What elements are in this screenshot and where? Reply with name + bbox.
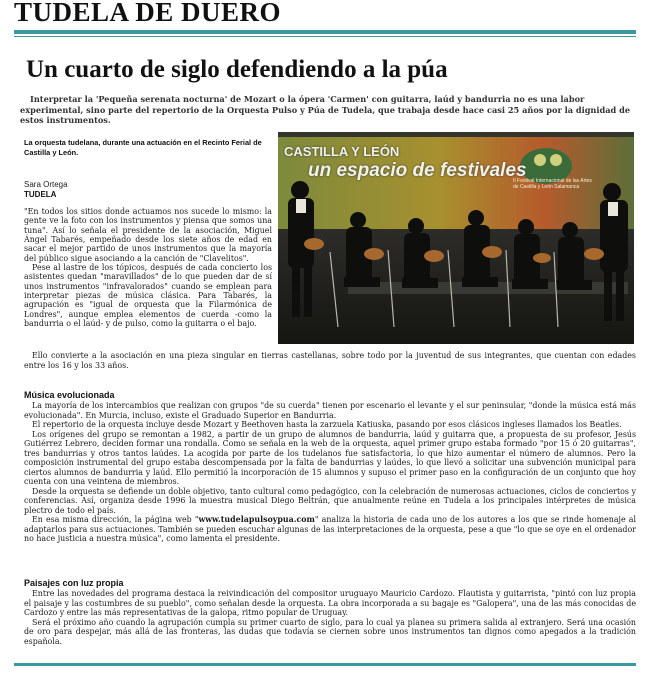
article-section-music — [24, 390, 636, 544]
top-rule-thin — [14, 36, 636, 37]
paragraph: Entre las novedades del programa destaca la reivindicación del compositor uruguayo Mauricio Cardozo. Flautista y guitarrista, "pintó con luz propia el paisaje y las costumbres de su pueblo", como señalan desde la orquesta. La obra incorporada a su bagaje es "Galopera", una de las más conocidas de Cardozo y entre las más representativas de la galopa, ritmo popular de Uruguay. — [24, 589, 636, 617]
paragraph — [24, 515, 636, 544]
paragraph: Desde la orquesta se defiende un doble objetivo, tanto cultural como pedagógico, con la celebración de numerosas actuaciones, ciclos de conciertos y conferencias. Así, organiza desde 1996 la muestra musical Diego Beltrán, que anualmente reúne en Tudela a los principales intérpretes de música plectro de todo el país. — [24, 486, 636, 515]
paragraph: Pese al lastre de los tópicos, después de cada concierto los asistentes quedan "maravillados" de lo que pueden dar de sí unos instrumentos "infravalorados" cuando se emplean para interpretar piezas de música clásica. Para Tabarés, la agrupación es "igual de orquesta que la Filarmónica de Londres", aunque emplea elementos de cuerda -como la bandurria o el laúd- y de pulso, como la guitarra o el bajo. — [24, 263, 272, 329]
photo-banner-line1: CASTILLA Y LEÓN — [284, 144, 400, 159]
article-headline: Un cuarto de siglo defendiendo a la púa — [26, 56, 448, 83]
article-lead: Interpretar la 'Pequeña serenata nocturna' de Mozart o la ópera 'Carmen' con guitarra, laúd y bandurria no es una labor experimental, sino parte del repertorio de la Orquesta Pulso y Púa de Tudela, que trabaja desde hace casi 25 años por la dignidad de estos instrumentos. — [20, 94, 631, 125]
paragraph: La mayoría de los intercambios que realizan con grupos "de su cuerda" tienen por escenario el levante y el sur peninsular, "donde la música está más evolucionada". En Murcia, incluso, existe el Graduado Superior en Bandurria. — [24, 401, 636, 420]
website-link[interactable]: www.tudelapulsoypua.com — [198, 515, 315, 524]
text-run: En esa misma dirección, la página web " — [32, 515, 199, 524]
paragraph: "En todos los sitios donde actuamos nos sucede lo mismo: la gente ve la foto con los instrumentos y piensa que somos una tuna". Así lo señala el presidente de la asociación, Miguel Ángel Tabarés, empeñado desde los siete años de edad en sacar el mejor partido de unos instrumentos que la mayoría del público sigue asociando a la canción de "Clavelitos". — [24, 207, 272, 263]
orchestra-photo — [278, 132, 634, 344]
photo-banner-small: II Festival Internacional de las Artes de Castilla y León Salamanca — [513, 178, 592, 190]
top-rule — [14, 30, 636, 34]
subhead-music: Música evolucionada — [24, 390, 115, 400]
article-continuation — [24, 351, 636, 370]
paragraph: Ello convierte a la asociación en una pieza singular en tierras castellanas, sobre todo por la juventud de sus integrantes, que cuentan con edades entre los 16 y los 33 años. — [24, 351, 636, 370]
photo-banner-line2: un espacio de festivales — [308, 160, 527, 181]
paragraph: El repertorio de la orquesta incluye desde Mozart y Beethoven hasta la zarzuela Katiuska, pasando por esos clásicos ingleses llamados los Beatles. — [32, 420, 622, 429]
paragraph: Será el próximo año cuando la agrupación cumpla su primer cuarto de siglo, para lo cual ya planea su primera salida al extranjero. Será una ocasión de oro para despejar, más allá de las fronteras, las dudas que todavía se ciernen sobre unos instrumentos tan dignos como apegados a la tradición española. — [24, 617, 636, 646]
photo-caption: La orquesta tudelana, durante una actuación en el Recinto Ferial de Castilla y León. — [24, 138, 262, 157]
paragraph: Los orígenes del grupo se remontan a 1982, a partir de un grupo de alumnos de bandurria, laúd y guitarra que, a propuesta de su profesor, Jesús Gutiérrez Lebrero, deciden formar una rondalla. Como se señala en la web de la orquesta, aquel primer grupo estaba formado "por 15 ó 20 guitarras", tres bandurrias y otros tantos laúdes. La acogida por parte de los tudelanos fue satisfactoria, lo que hizo aumentar el número de alumnos. Pero la composición instrumental del grupo estaba descompensada por la falta de bandurrias y laúdes, lo que llevó a solicitar una subvención municipal para ciertos alumnos de bandurria y laúd. Ello permitió la incorporación de 15 alumnos y supuso el primer paso en la configuración de un conjunto que hoy cuenta con una veintena de miembros. — [24, 429, 636, 486]
byline-author: Sara Ortega — [24, 180, 68, 189]
section-title: TUDELA DE DUERO — [14, 0, 282, 27]
text-run: " analiza la historia de cada uno de los autores a los que se rinde homenaje al adaptarlos para sus actuaciones. También se pueden escuchar algunas de las interpretaciones de la orquesta, pese a que "lo que se oye en el ordenador no hace justicia a nuestra música", como lamenta el presidente. — [24, 515, 637, 543]
subhead-landscapes: Paisajes con luz propia — [24, 578, 124, 588]
bottom-rule — [14, 663, 636, 666]
article-column-left — [24, 207, 272, 328]
article-section-landscapes — [24, 578, 636, 646]
byline-place: TUDELA — [24, 190, 57, 199]
